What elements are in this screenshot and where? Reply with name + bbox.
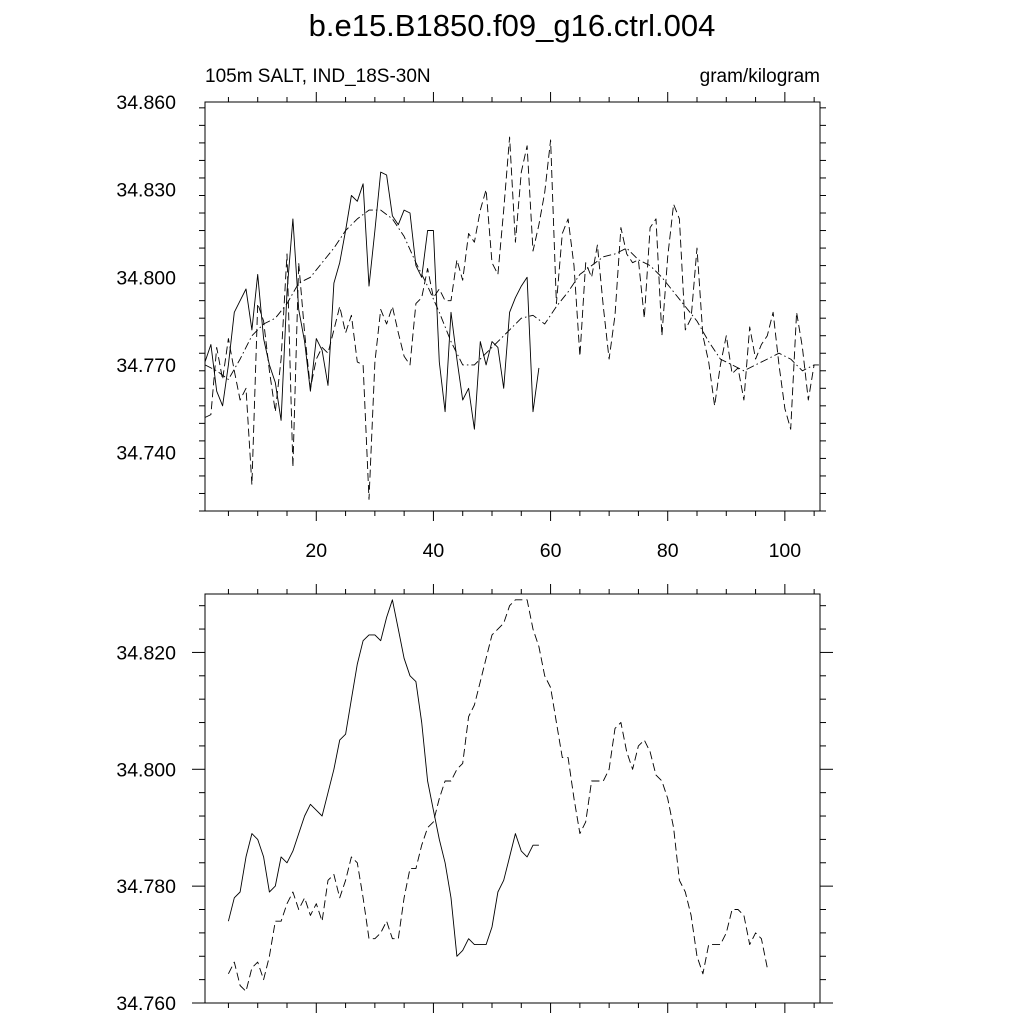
top-y-tick-labels <box>116 92 176 465</box>
top-units-label: gram/kilogram <box>699 66 820 87</box>
bottom-y-tick-label: 34.780 <box>116 876 176 899</box>
top-panel <box>116 92 826 562</box>
top-left-label: 105m SALT, IND_18S-30N <box>205 66 431 87</box>
bottom-y-tick-labels <box>116 642 176 1015</box>
top-y-tick-label: 34.770 <box>116 354 176 377</box>
top-y-tick-label: 34.830 <box>116 179 176 202</box>
top-y-tick-label: 34.740 <box>116 442 176 465</box>
top-series <box>205 137 820 499</box>
bottom-y-tick-label: 34.760 <box>116 993 176 1015</box>
top-x-tick-label: 60 <box>539 540 562 562</box>
top-x-tick-labels <box>305 540 801 562</box>
top-series-line-dash <box>205 137 820 499</box>
chart-title: b.e15.B1850.f09_g16.ctrl.004 <box>308 8 716 43</box>
top-x-tick-label: 100 <box>768 540 802 562</box>
bottom-series-line-dash <box>228 600 767 992</box>
top-x-tick-label: 20 <box>305 540 328 562</box>
top-x-tick-label: 80 <box>656 540 679 562</box>
bottom-y-tick-label: 34.800 <box>116 759 176 782</box>
bottom-ticks <box>192 584 833 1013</box>
bottom-plot-frame <box>205 594 820 1003</box>
top-x-tick-label: 40 <box>422 540 445 562</box>
bottom-series-line-solid <box>228 600 539 957</box>
bottom-series <box>228 600 767 992</box>
bottom-panel <box>116 584 833 1015</box>
top-y-tick-label: 34.860 <box>116 92 176 114</box>
top-y-tick-label: 34.800 <box>116 267 176 290</box>
bottom-y-tick-label: 34.820 <box>116 642 176 665</box>
